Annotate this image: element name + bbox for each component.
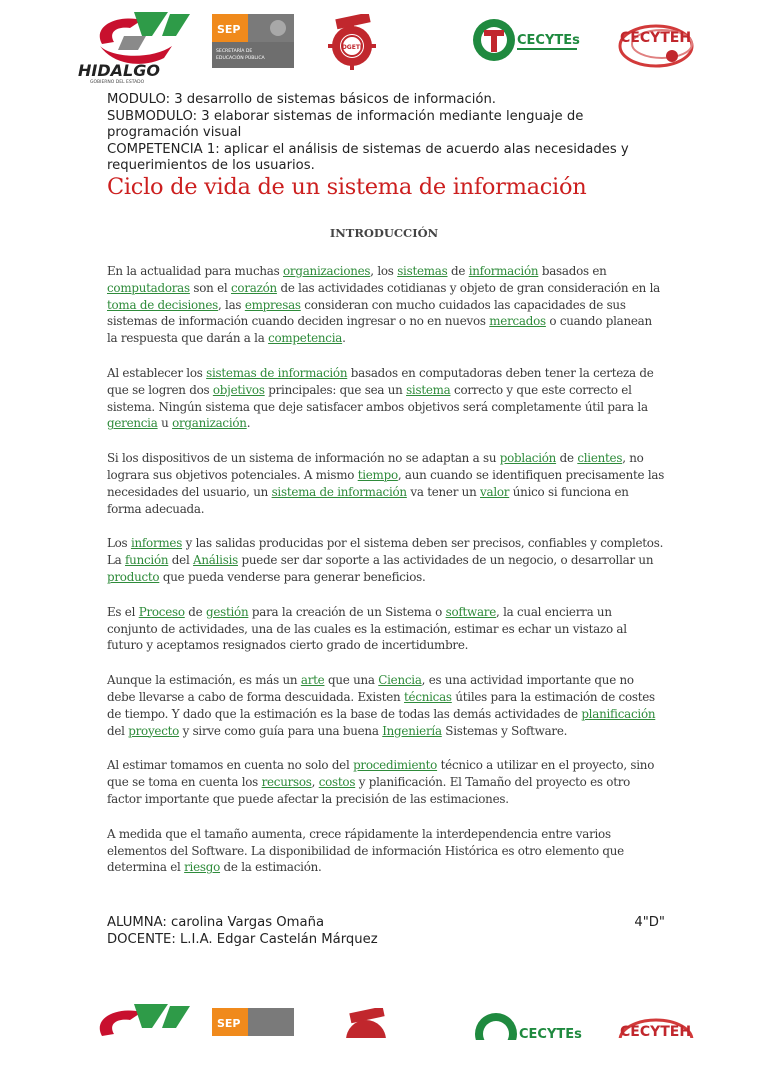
paragraph-text: Los bbox=[107, 536, 131, 551]
paragraph-text: , los bbox=[370, 264, 398, 278]
paragraph-text: son el bbox=[189, 280, 231, 295]
paragraph-text: Es el bbox=[107, 604, 139, 619]
paragraph-text: o cuando planean la respuesta que darán a la bbox=[107, 314, 652, 346]
inline-link[interactable]: procedimiento bbox=[353, 758, 438, 773]
inline-link[interactable]: función bbox=[125, 553, 169, 568]
inline-link[interactable]: gerencia bbox=[107, 416, 158, 431]
inline-link[interactable]: arte bbox=[300, 673, 325, 688]
paragraph-text: del bbox=[168, 553, 194, 568]
paragraph-text: , aun cuando se identifiquen precisamente las necesidades del usuario, un bbox=[107, 467, 665, 499]
body-paragraph bbox=[107, 672, 665, 739]
inline-link[interactable]: empresas bbox=[244, 297, 301, 312]
inline-link[interactable]: corazón bbox=[231, 280, 277, 295]
body-paragraph bbox=[107, 826, 665, 876]
inline-link[interactable]: mercados bbox=[489, 314, 546, 329]
paragraph-text: basados en bbox=[538, 264, 607, 278]
footer-logo-strip bbox=[0, 998, 768, 1078]
signature-block bbox=[107, 915, 665, 948]
inline-link[interactable]: competencia bbox=[268, 331, 343, 346]
sep-logo-subtitle-2: EDUCACIÓN PÚBLICA bbox=[216, 56, 265, 61]
hidalgo-logo-tagline: GOBIERNO DEL ESTADO bbox=[90, 80, 145, 84]
hidalgo-logo bbox=[72, 6, 194, 84]
inline-link[interactable]: gestión bbox=[205, 604, 249, 619]
inline-link[interactable]: recursos bbox=[261, 775, 312, 790]
inline-link[interactable]: organización bbox=[172, 416, 247, 431]
paragraph-text: , es una actividad importante que no debe llevarse a cabo de forma descuidada. Existen bbox=[107, 673, 634, 704]
paragraph-text: y las salidas producidas por el sistema deben ser precisos, confiables y completos. La bbox=[107, 536, 664, 568]
hidalgo-logo-bottom bbox=[72, 998, 194, 1038]
inline-link[interactable]: objetivos bbox=[212, 382, 265, 397]
sep-logo-bottom bbox=[212, 1008, 294, 1038]
inline-link[interactable]: sistema de información bbox=[271, 484, 407, 499]
inline-link[interactable]: Ciencia bbox=[378, 673, 422, 688]
group-label: 4"D" bbox=[634, 915, 665, 930]
inline-link[interactable]: informes bbox=[130, 536, 183, 551]
paragraph-text: para la creación de un Sistema o bbox=[248, 604, 446, 619]
paragraph-text: . bbox=[246, 416, 251, 431]
paragraph-text: , las bbox=[217, 297, 245, 312]
introduction-body bbox=[107, 263, 665, 894]
paragraph-text: Al estimar tomamos en cuenta no solo del bbox=[107, 758, 354, 773]
document-title: Ciclo de vida de un sistema de información bbox=[107, 174, 587, 200]
cecytes-logo-bottom bbox=[472, 1010, 588, 1040]
inline-link[interactable]: organizaciones bbox=[283, 264, 371, 278]
sep-logo-subtitle-1: SECRETARÍA DE bbox=[216, 49, 253, 54]
student-name: ALUMNA: carolina Vargas Omaña bbox=[107, 915, 325, 930]
body-paragraph bbox=[107, 535, 665, 585]
paragraph-text: Al establecer los bbox=[107, 365, 207, 380]
inline-link[interactable]: software bbox=[445, 604, 497, 619]
paragraph-text: único si funciona en forma adecuada. bbox=[107, 484, 629, 516]
cecytes-logo-bottom-text: CECYTEs bbox=[519, 1027, 582, 1040]
inline-link[interactable]: riesgo bbox=[184, 860, 221, 875]
paragraph-text: , bbox=[311, 775, 319, 790]
inline-link[interactable]: computadoras bbox=[107, 280, 190, 295]
paragraph-text: Si los dispositivos de un sistema de información no se adaptan a su bbox=[107, 451, 500, 466]
inline-link[interactable]: costos bbox=[318, 775, 356, 790]
sep-logo-bottom-text: SEP bbox=[217, 1017, 241, 1030]
modulo-line: MODULO: 3 desarrollo de sistemas básicos de información. bbox=[107, 92, 497, 107]
paragraph-text: técnico a utilizar en el proyecto, sino que se toma en cuenta los bbox=[107, 758, 655, 790]
teacher-name: DOCENTE: L.I.A. Edgar Castelán Márquez bbox=[107, 931, 378, 947]
inline-link[interactable]: Análisis bbox=[193, 553, 238, 568]
paragraph-text: de la estimación. bbox=[220, 860, 322, 875]
body-paragraph bbox=[107, 263, 665, 347]
inline-link[interactable]: sistema bbox=[406, 382, 451, 397]
hidalgo-logo-text: HIDALGO bbox=[78, 61, 160, 80]
paragraph-text: u bbox=[157, 416, 173, 431]
inline-link[interactable]: valor bbox=[480, 484, 510, 499]
course-info bbox=[107, 92, 667, 175]
paragraph-text: Aunque la estimación, es más un bbox=[107, 673, 301, 688]
submodulo-line: SUBMODULO: 3 elaborar sistemas de información mediante lenguaje de programación visual bbox=[107, 108, 584, 141]
paragraph-text: y sirve como guía para una buena bbox=[179, 723, 383, 738]
inline-link[interactable]: técnicas bbox=[404, 689, 452, 704]
paragraph-text: . bbox=[342, 331, 346, 346]
paragraph-text: que pueda venderse para generar beneficios. bbox=[159, 569, 426, 584]
body-paragraph bbox=[107, 604, 665, 654]
header-logo-strip bbox=[0, 6, 768, 86]
paragraph-text: consideran con mucho cuidados las capacidades de sus sistemas de información cuando deciden ingresar o no en nuevos bbox=[107, 297, 626, 329]
paragraph-text: principales: que sea un bbox=[264, 382, 407, 397]
paragraph-text: de las actividades cotidianas y objeto de gran consideración en la bbox=[276, 280, 660, 295]
paragraph-text: A medida que el tamaño aumenta, crece rápidamente la interdependencia entre varios elementos del Software. La disponibilidad de información Histórica es otro elemento que determina el bbox=[107, 826, 624, 875]
dgeti-logo-bottom bbox=[340, 1008, 392, 1038]
paragraph-text: correcto y que este correcto el sistema. Ningún sistema que deje satisfacer ambos objetivos será completamente útil para la bbox=[107, 382, 648, 414]
inline-link[interactable]: población bbox=[499, 451, 557, 466]
paragraph-text: de bbox=[184, 604, 206, 619]
inline-link[interactable]: Ingeniería bbox=[382, 723, 442, 738]
competencia-line: COMPETENCIA 1: aplicar el análisis de sistemas de acuerdo alas necesidades y requerimientos de los usuarios. bbox=[107, 141, 629, 174]
cecyteh-logo-text: CECYTEH bbox=[620, 30, 692, 46]
paragraph-text: y planificación. El Tamaño del proyecto es otro factor importante que puede afectar la precisión de las estimaciones. bbox=[107, 775, 631, 806]
cecytes-logo bbox=[470, 16, 586, 66]
paragraph-text: , no lograra sus objetivos potenciales. A mismo bbox=[107, 451, 644, 482]
inline-link[interactable]: proyecto bbox=[128, 723, 180, 738]
inline-link[interactable]: clientes bbox=[577, 451, 623, 466]
body-paragraph bbox=[107, 757, 665, 807]
paragraph-text: de bbox=[556, 451, 578, 466]
paragraph-text: que una bbox=[324, 673, 379, 688]
cecyteh-logo-bottom-text: CECYTEH bbox=[620, 1024, 692, 1038]
paragraph-text: , la cual encierra un conjunto de actividades, una de las cuales es la estimación, estimar es echar un vistazo al futuro y aceptamos resignados cierto grado de incertidumbre. bbox=[107, 604, 627, 653]
paragraph-text: basados en computadoras deben tener la certeza de que se logren dos bbox=[107, 365, 654, 397]
inline-link[interactable]: Proceso bbox=[138, 604, 185, 619]
section-heading: INTRODUCCIÓN bbox=[329, 226, 439, 240]
paragraph-text: del bbox=[107, 723, 129, 738]
cecytes-logo-text: CECYTEs bbox=[517, 33, 580, 48]
paragraph-text: En la actualidad para muchas bbox=[107, 264, 283, 278]
inline-link[interactable]: sistemas bbox=[397, 264, 448, 278]
inline-link[interactable]: sistemas de información bbox=[206, 365, 348, 380]
inline-link[interactable]: producto bbox=[107, 569, 160, 584]
paragraph-text: puede ser dar soporte a las actividades de un negocio, o desarrollar un bbox=[237, 553, 654, 568]
dgeti-logo bbox=[326, 14, 378, 72]
sep-logo-text: SEP bbox=[217, 23, 241, 36]
paragraph-text: útiles para la estimación de costes de tiempo. Y dado que la estimación es la base de todas las demás actividades de bbox=[107, 689, 655, 721]
paragraph-text: Sistemas y Software. bbox=[441, 723, 568, 738]
inline-link[interactable]: tiempo bbox=[357, 467, 398, 482]
paragraph-text: de bbox=[447, 264, 469, 278]
inline-link[interactable]: toma de decisiones bbox=[107, 297, 218, 312]
paragraph-text: va tener un bbox=[406, 484, 481, 499]
cecyteh-logo-bottom bbox=[614, 1008, 704, 1038]
body-paragraph bbox=[107, 365, 665, 432]
body-paragraph bbox=[107, 450, 665, 517]
inline-link[interactable]: información bbox=[468, 264, 539, 278]
inline-link[interactable]: planificación bbox=[581, 706, 656, 721]
dgeti-logo-text: DGETI bbox=[341, 44, 363, 51]
cecyteh-logo bbox=[614, 14, 704, 76]
sep-logo bbox=[212, 14, 294, 68]
